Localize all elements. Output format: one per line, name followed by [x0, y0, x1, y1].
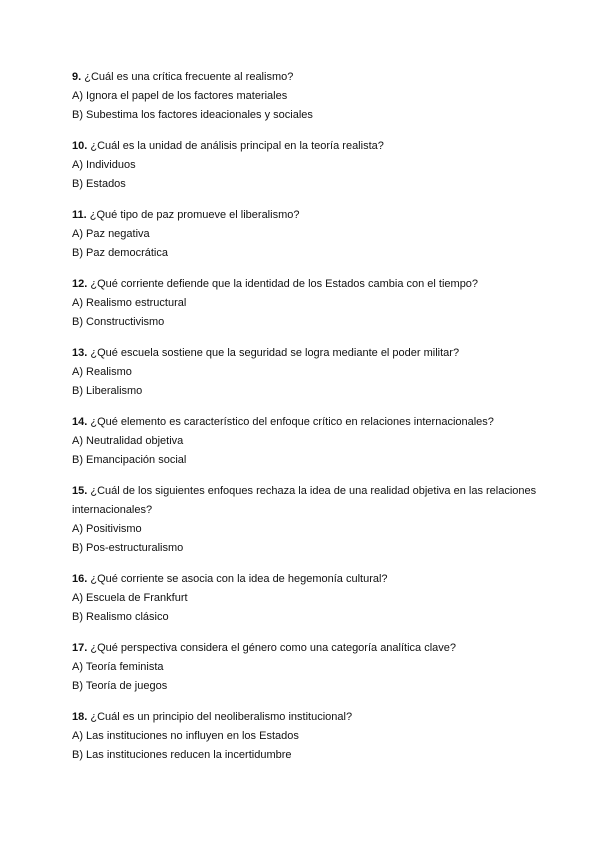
option-b: B) Emancipación social	[72, 454, 187, 466]
question-text	[72, 137, 542, 156]
question-prompt: ¿Cuál es la unidad de análisis principal en la teoría realista?	[90, 140, 384, 152]
option-a: A) Neutralidad objetiva	[72, 435, 184, 447]
question-12	[72, 275, 542, 332]
question-text	[72, 708, 542, 727]
question-prompt: ¿Cuál es una crítica frecuente al realismo?	[84, 71, 294, 83]
question-18	[72, 708, 542, 765]
question-number: 10.	[72, 140, 88, 152]
question-number: 16.	[72, 573, 88, 585]
question-11	[72, 206, 542, 263]
option-a: A) Teoría feminista	[72, 661, 164, 673]
question-number: 15.	[72, 485, 88, 497]
option-a: A) Realismo estructural	[72, 297, 187, 309]
question-number: 18.	[72, 711, 88, 723]
question-prompt: ¿Qué tipo de paz promueve el liberalismo?	[89, 209, 300, 221]
option-b: B) Estados	[72, 178, 126, 190]
option-b: B) Pos-estructuralismo	[72, 542, 184, 554]
question-prompt: ¿Qué elemento es característico del enfoque crítico en relaciones internacionales?	[90, 416, 494, 428]
question-prompt: ¿Qué corriente defiende que la identidad de los Estados cambia con el tiempo?	[90, 278, 479, 290]
option-a: A) Las instituciones no influyen en los Estados	[72, 730, 299, 742]
option-b: B) Realismo clásico	[72, 611, 169, 623]
option-a: A) Escuela de Frankfurt	[72, 592, 188, 604]
question-text	[72, 68, 542, 87]
option-a: A) Individuos	[72, 159, 136, 171]
question-prompt: ¿Cuál es un principio del neoliberalismo institucional?	[90, 711, 353, 723]
question-text	[72, 482, 542, 520]
option-a: A) Realismo	[72, 366, 132, 378]
question-number: 17.	[72, 642, 88, 654]
question-number: 12.	[72, 278, 88, 290]
question-16	[72, 570, 542, 627]
question-prompt: ¿Qué corriente se asocia con la idea de hegemonía cultural?	[90, 573, 388, 585]
option-b: B) Teoría de juegos	[72, 680, 168, 692]
option-b: B) Las instituciones reducen la incertidumbre	[72, 749, 292, 761]
question-prompt: ¿Qué escuela sostiene que la seguridad se logra mediante el poder militar?	[90, 347, 460, 359]
document-page	[72, 68, 542, 777]
option-b: B) Liberalismo	[72, 385, 143, 397]
option-a: A) Paz negativa	[72, 228, 150, 240]
question-text	[72, 413, 542, 432]
option-b: B) Paz democrática	[72, 247, 168, 259]
question-10	[72, 137, 542, 194]
question-text	[72, 570, 542, 589]
question-prompt: ¿Cuál de los siguientes enfoques rechaza la idea de una realidad objetiva en las relaciones internacionales?	[72, 485, 537, 516]
question-14	[72, 413, 542, 470]
question-17	[72, 639, 542, 696]
question-9	[72, 68, 542, 125]
question-text	[72, 639, 542, 658]
question-text	[72, 275, 542, 294]
question-15	[72, 482, 542, 558]
question-13	[72, 344, 542, 401]
question-number: 14.	[72, 416, 88, 428]
question-number: 11.	[72, 209, 87, 221]
question-number: 9.	[72, 71, 82, 83]
question-number: 13.	[72, 347, 88, 359]
option-b: B) Subestima los factores ideacionales y sociales	[72, 109, 313, 121]
question-text	[72, 344, 542, 363]
option-b: B) Constructivismo	[72, 316, 165, 328]
option-a: A) Ignora el papel de los factores materiales	[72, 90, 288, 102]
question-text	[72, 206, 542, 225]
option-a: A) Positivismo	[72, 523, 142, 535]
question-prompt: ¿Qué perspectiva considera el género como una categoría analítica clave?	[90, 642, 457, 654]
